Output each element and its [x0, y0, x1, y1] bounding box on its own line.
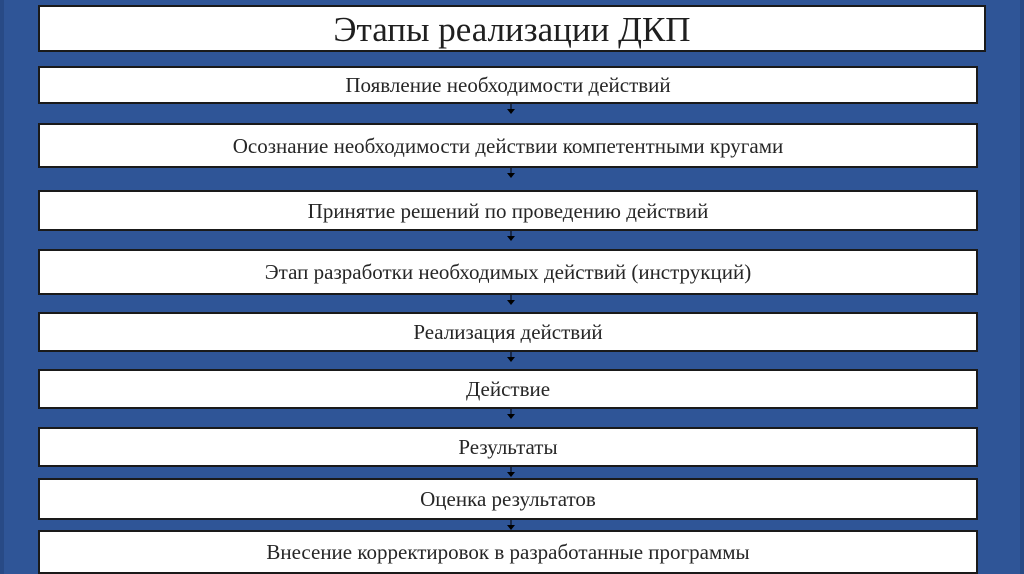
process-step-label: Результаты	[458, 435, 558, 459]
process-step-3	[38, 190, 978, 231]
process-step-label: Оценка результатов	[420, 487, 596, 511]
down-arrow-icon	[507, 104, 515, 114]
down-arrow-icon	[507, 295, 515, 305]
down-arrow-icon	[507, 168, 515, 178]
process-step-label: Действие	[465, 377, 551, 401]
process-step-1	[38, 66, 978, 104]
process-step-9	[38, 530, 978, 574]
process-step-7	[38, 427, 978, 467]
process-step-5	[38, 312, 978, 352]
process-step-label: Принятие решений по проведению действий	[307, 198, 709, 223]
down-arrow-icon	[507, 231, 515, 241]
page-title: Этапы реализации ДКП	[333, 10, 691, 49]
down-arrow-icon	[507, 520, 515, 530]
process-step-2	[38, 123, 978, 168]
down-arrow-icon	[507, 467, 515, 477]
page-title-box	[38, 5, 986, 52]
process-step-label: Осознание необходимости действии компетентными кругами	[232, 133, 784, 158]
down-arrow-icon	[507, 352, 515, 362]
process-step-label: Реализация действий	[413, 320, 603, 344]
process-step-4	[38, 249, 978, 295]
process-step-label: Появление необходимости действий	[345, 73, 671, 97]
down-arrow-icon	[507, 409, 515, 419]
process-step-6	[38, 369, 978, 409]
process-step-label: Внесение корректировок в разработанные программы	[266, 540, 750, 564]
process-step-8	[38, 478, 978, 520]
process-step-label: Этап разработки необходимых действий (инструкций)	[264, 260, 752, 284]
